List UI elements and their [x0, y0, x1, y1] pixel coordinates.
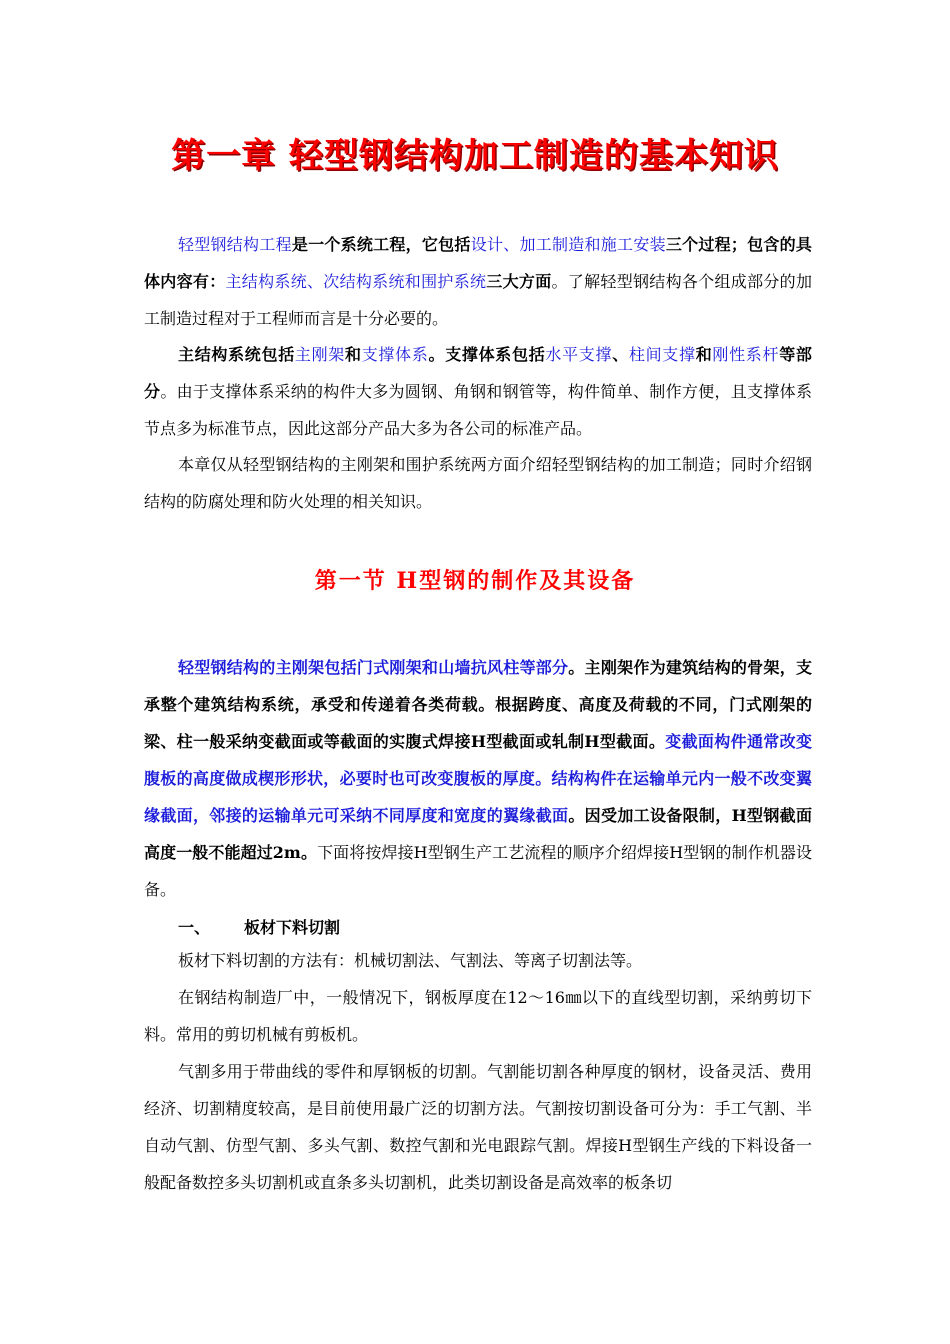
- text-blue: 水平支撑: [545, 345, 613, 364]
- text-normal: 。由于支撑体系采纳的构件大多为圆钢、角钢和钢管等，构件简单、制作方便，且支撑体系节点多为标准节点，因此这部分产品大多为各公司的标准产品。: [144, 382, 812, 438]
- paragraph-main-frame: [144, 649, 812, 908]
- text-bold: 是一个系统工程，它包括: [291, 235, 471, 254]
- text-bold: 三个过程；包含的具体内容有：: [144, 235, 812, 291]
- list-item-label: 板材下料切割: [244, 918, 341, 937]
- paragraph-shearing: 在钢结构制造厂中，一般情况下，钢板厚度在12～16㎜以下的直线型切割，采纳剪切下料。常用的剪切机械有剪板机。: [144, 988, 812, 1044]
- text-blue: 和: [584, 235, 601, 254]
- paragraph-cutting-methods: 板材下料切割的方法有：机械切割法、气割法、等离子切割法等。: [178, 951, 643, 970]
- text-blue: 柱间支撑: [628, 345, 696, 364]
- chapter-title: 第一章 轻型钢结构加工制造的基本知识: [171, 136, 779, 176]
- text-bold: 。因受加工设备限制，H型钢截面高度一般不能超过2m。: [144, 806, 812, 862]
- text-bold: 主结构系统包括: [178, 345, 295, 364]
- text-bold: 。支撑体系包括: [428, 345, 546, 364]
- text-bold: 。主刚架作为建筑结构的骨架，支承整个建筑结构系统，承受和传递着各类荷载。根据跨度、高度及荷载的不同，门式刚架的梁、柱一般采纳变截面或等截面的实腹式焊接H型截面或轧制H型截面。: [144, 658, 812, 751]
- paragraph-intro: [144, 226, 812, 337]
- text-blue: 主结构系统、次结构系统: [225, 272, 405, 291]
- text-blue: 设计、加工制造: [470, 235, 585, 254]
- paragraph-main-structure: [144, 336, 812, 447]
- text-bold: 、: [612, 345, 629, 364]
- text-bold: 三大方面: [486, 272, 552, 291]
- text-blue: 轻型钢结构工程: [178, 235, 292, 254]
- text-blue: 刚性系杆: [712, 345, 780, 364]
- list-item-heading: [178, 915, 340, 938]
- text-normal: 下面将按焊接H型钢生产工艺流程的顺序介绍焊接H型钢的制作机器设备。: [144, 843, 812, 899]
- section-title: 第一节 H型钢的制作及其设备: [314, 568, 636, 594]
- text-blue: 主刚架: [294, 345, 345, 364]
- text-bold: 和: [695, 345, 713, 364]
- text-blue: 支撑体系: [361, 345, 429, 364]
- text-bold: 和: [345, 345, 362, 364]
- text-normal: 。了解轻型钢结构各个组成部分的加工制造过程对于工程师而言是十分必要的。: [144, 272, 812, 328]
- paragraph-gas-cutting: 气割多用于带曲线的零件和厚钢板的切割。气割能切割各种厚度的钢材，设备灵活、费用经济、切割精度较高，是目前使用最广泛的切割方法。气割按切割设备可分为：手工气割、半自动气割、仿型气割、多头气割、数控气割和光电跟踪气割。焊接H型钢生产线的下料设备一般配备数控多头切割机或直条多头切割机，此类切割设备是高效率的板条切: [144, 1062, 812, 1192]
- text-blue: 变截面构件通常改变腹板的高度做成楔形形状，必要时也可改变腹板的厚度。结构构件在运输单元内一般不改变翼缘截面，邻接的运输单元可采纳不同厚度和宽度的翼缘截面: [144, 732, 812, 825]
- list-item-number: 一、: [178, 918, 211, 937]
- text-blue: 轻型钢结构的主刚架包括门式刚架和山墙抗风柱等部分: [178, 658, 569, 677]
- text-bold: 等部分: [144, 345, 812, 401]
- text-blue: 施工安装: [600, 235, 666, 254]
- text-blue: 围护系统: [421, 272, 487, 291]
- paragraph-chapter-scope: 本章仅从轻型钢结构的主刚架和围护系统两方面介绍轻型钢结构的加工制造；同时介绍钢结构的防腐处理和防火处理的相关知识。: [144, 455, 812, 511]
- text-blue: 和: [404, 272, 422, 291]
